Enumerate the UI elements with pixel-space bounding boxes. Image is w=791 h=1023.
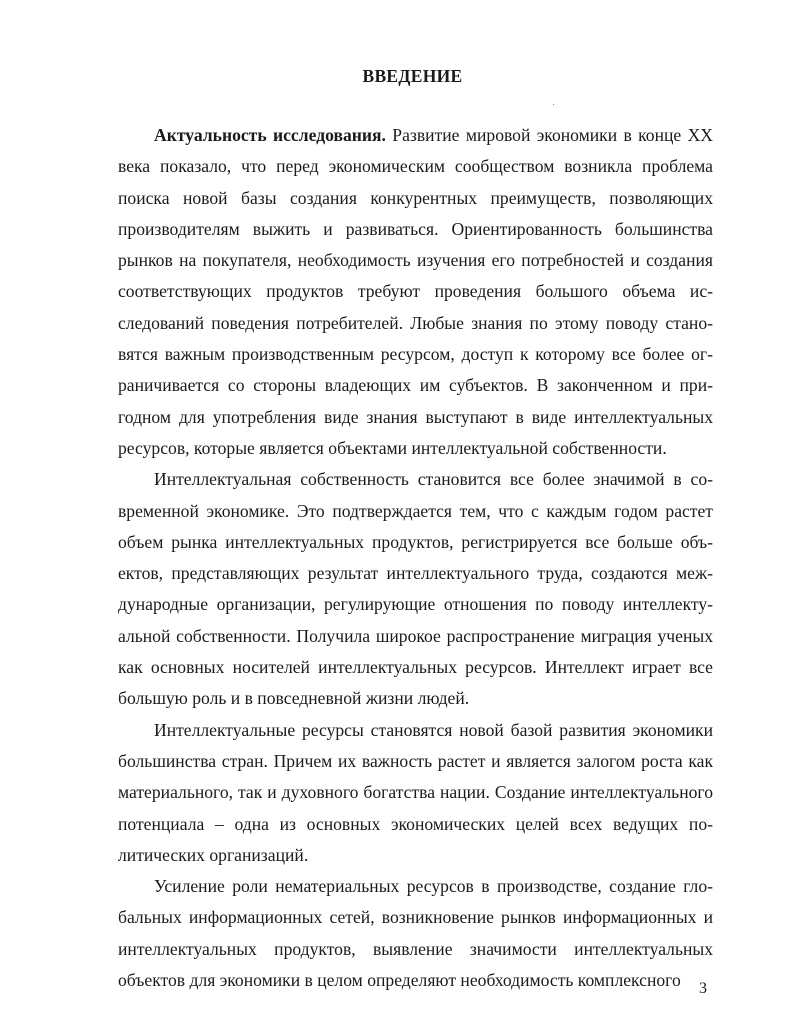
paragraph-text: Интеллектуальные ресурсы становятся новой базой развития экономики большинства стран. Причем их важность растет и является залогом роста как материального, так и духовного богатства нации. Создание интеллектуального потенциала – одна из основных экономических целей всех ведущих политических организаций.: [118, 719, 713, 865]
scan-speck: [553, 104, 554, 105]
page-title: ВВЕДЕНИЕ: [362, 66, 463, 86]
page-number: 3: [699, 980, 707, 997]
paragraph-intellectual-resources: [118, 715, 713, 871]
paragraph-text: Интеллектуальная собственность становится все более значимой в современной экономике. Это подтверждается тем, что с каждым годом растет объем рынка интеллектуальных продуктов, регистрируется все больше объектов, представляющих результат интеллектуального труда, создаются международные организации, регулирующие отношения по поводу интеллектуальной собственности. Получила широкое распространение миграция ученых как основных носителей интеллектуальных ресурсов. Интеллект играет все большую роль и в повседневной жизни людей.: [118, 469, 713, 709]
paragraph-text: Усиление роли нематериальных ресурсов в производстве, создание глобальных информационных сетей, возникновение рынков информационных и интеллектуальных продуктов, выявление значимости интеллектуальных объектов для экономики в целом определяют необходимость комплексного: [118, 876, 713, 991]
paragraph-intellectual-property: [118, 464, 713, 714]
paragraph-relevance: [118, 120, 713, 464]
body-text: [118, 120, 713, 996]
paragraph-lead: Актуальность исследования.: [154, 125, 386, 145]
paragraph-intangible-resources: [118, 871, 713, 996]
paragraph-text: Развитие мировой экономики в конце XX века показало, что перед экономическим сообществом возникла проблема поиска новой базы создания конкурентных преимуществ, позволяющих производителям выжить и развиваться. Ориентированность большинства рынков на покупателя, необходимость изучения его потребностей и создания соответствующих продуктов требуют проведения большого объема исследований поведения потребителей. Любые знания по этому поводу становятся важным производственным ресурсом, доступ к которому все более ограничивается со стороны владеющих им субъектов. В законченном и пригодном для употребления виде знания выступают в виде интеллектуальных ресурсов, которые является объектами интеллектуальной собственности.: [118, 125, 714, 458]
